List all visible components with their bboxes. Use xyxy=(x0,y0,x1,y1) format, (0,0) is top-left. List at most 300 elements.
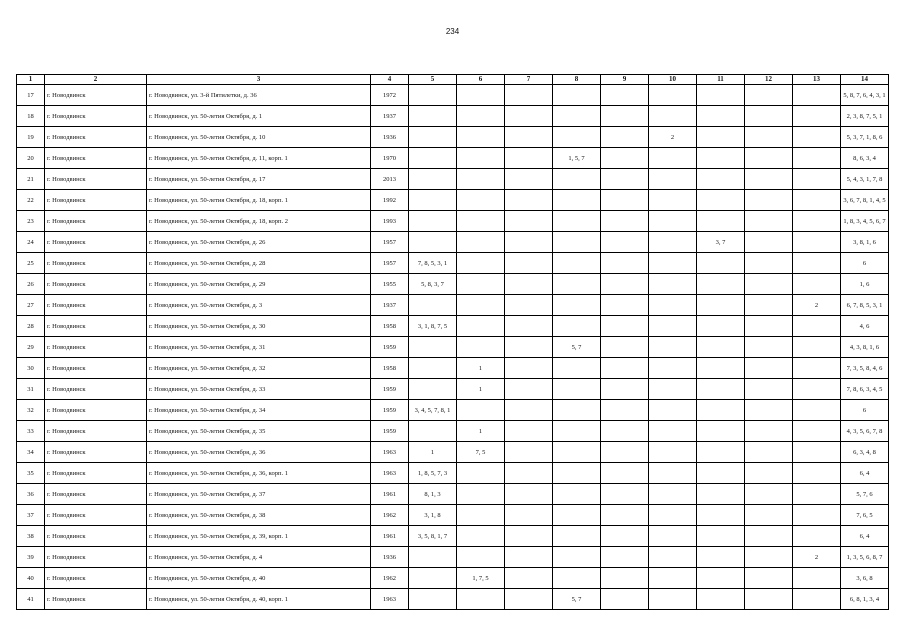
table-cell xyxy=(505,379,553,400)
table-cell: г. Новодвинск, ул. 50-летия Октября, д. 33 xyxy=(147,379,371,400)
table-cell xyxy=(793,232,841,253)
table-cell: 1937 xyxy=(371,106,409,127)
table-cell xyxy=(649,505,697,526)
table-cell: г. Новодвинск, ул. 50-летия Октября, д. 40 xyxy=(147,568,371,589)
table-cell xyxy=(697,211,745,232)
table-cell: 20 xyxy=(17,148,45,169)
table-cell: 26 xyxy=(17,274,45,295)
table-cell xyxy=(601,463,649,484)
table-cell xyxy=(553,526,601,547)
table-cell xyxy=(457,148,505,169)
table-cell xyxy=(745,505,793,526)
table-cell xyxy=(409,568,457,589)
table-cell xyxy=(553,295,601,316)
table-row xyxy=(17,505,889,526)
table-cell: 25 xyxy=(17,253,45,274)
table-row xyxy=(17,526,889,547)
table-cell: 1937 xyxy=(371,295,409,316)
table-cell xyxy=(457,463,505,484)
table-cell: г. Новодвинск, ул. 50-летия Октября, д. 10 xyxy=(147,127,371,148)
table-cell xyxy=(793,568,841,589)
table-cell: 22 xyxy=(17,190,45,211)
table-cell xyxy=(697,127,745,148)
table-cell xyxy=(601,337,649,358)
table-row xyxy=(17,316,889,337)
table-cell xyxy=(745,127,793,148)
table-cell xyxy=(457,484,505,505)
table-cell: 3, 7 xyxy=(697,232,745,253)
column-header: 3 xyxy=(147,75,371,85)
table-cell xyxy=(697,505,745,526)
table-cell: 1 xyxy=(457,358,505,379)
table-cell xyxy=(553,274,601,295)
table-cell xyxy=(649,358,697,379)
table-cell: 1962 xyxy=(371,568,409,589)
table-cell xyxy=(457,505,505,526)
table-cell xyxy=(745,400,793,421)
table-cell: 5, 7, 6 xyxy=(841,484,889,505)
table-cell: 1961 xyxy=(371,484,409,505)
table-cell: 1959 xyxy=(371,421,409,442)
table-cell: г. Новодвинск, ул. 50-летия Октября, д. 17 xyxy=(147,169,371,190)
table-cell: г. Новодвинск, ул. 50-летия Октября, д. 1 xyxy=(147,106,371,127)
table-cell: 1963 xyxy=(371,589,409,610)
table-cell: г. Новодвинск xyxy=(45,295,147,316)
table-cell xyxy=(409,547,457,568)
table-row xyxy=(17,568,889,589)
table-cell xyxy=(409,85,457,106)
table-cell xyxy=(601,85,649,106)
table-cell xyxy=(697,421,745,442)
table-cell: г. Новодвинск xyxy=(45,253,147,274)
table-cell: 6, 8, 1, 3, 4 xyxy=(841,589,889,610)
table-cell: 2 xyxy=(793,547,841,568)
table-cell xyxy=(505,127,553,148)
table-row xyxy=(17,358,889,379)
table-cell: 3, 6, 7, 8, 1, 4, 5 xyxy=(841,190,889,211)
table-cell xyxy=(553,484,601,505)
table-cell xyxy=(745,421,793,442)
table-cell xyxy=(601,316,649,337)
table-cell xyxy=(409,337,457,358)
table-cell xyxy=(793,316,841,337)
table-cell: 1, 6 xyxy=(841,274,889,295)
table-cell xyxy=(745,106,793,127)
table-cell: г. Новодвинск, ул. 50-летия Октября, д. 35 xyxy=(147,421,371,442)
table-cell: 21 xyxy=(17,169,45,190)
column-header: 6 xyxy=(457,75,505,85)
table-cell xyxy=(553,358,601,379)
table-cell: 18 xyxy=(17,106,45,127)
table-cell xyxy=(457,106,505,127)
table-row xyxy=(17,589,889,610)
table-cell: 3, 8, 1, 6 xyxy=(841,232,889,253)
table-cell: г. Новодвинск xyxy=(45,211,147,232)
table-cell xyxy=(457,253,505,274)
table-cell: 17 xyxy=(17,85,45,106)
table-cell xyxy=(745,442,793,463)
table-cell xyxy=(649,400,697,421)
table-cell xyxy=(745,253,793,274)
table-cell: г. Новодвинск, ул. 50-летия Октября, д. 32 xyxy=(147,358,371,379)
table-cell xyxy=(601,505,649,526)
table-row xyxy=(17,127,889,148)
table-cell xyxy=(553,106,601,127)
table-cell xyxy=(409,148,457,169)
column-header: 14 xyxy=(841,75,889,85)
table-cell: г. Новодвинск xyxy=(45,526,147,547)
table-cell xyxy=(601,547,649,568)
table-cell xyxy=(649,253,697,274)
table-cell: 7, 3, 5, 8, 4, 6 xyxy=(841,358,889,379)
table-cell xyxy=(745,211,793,232)
table-cell xyxy=(457,274,505,295)
table-cell xyxy=(649,337,697,358)
table-cell xyxy=(505,463,553,484)
table-cell xyxy=(793,169,841,190)
table-cell xyxy=(409,589,457,610)
table-cell xyxy=(745,547,793,568)
table-cell xyxy=(745,484,793,505)
table-cell xyxy=(649,232,697,253)
table-cell xyxy=(697,337,745,358)
table-cell: 2 xyxy=(793,295,841,316)
table-cell xyxy=(649,316,697,337)
table-cell: 40 xyxy=(17,568,45,589)
table-cell xyxy=(457,211,505,232)
table-cell xyxy=(505,85,553,106)
table-cell: г. Новодвинск, ул. 50-летия Октября, д. 30 xyxy=(147,316,371,337)
table-cell: 1, 3, 5, 6, 8, 7 xyxy=(841,547,889,568)
table-cell: 1958 xyxy=(371,316,409,337)
table-cell xyxy=(745,526,793,547)
table-cell: 1955 xyxy=(371,274,409,295)
table-cell xyxy=(457,232,505,253)
table-cell: 36 xyxy=(17,484,45,505)
table-cell: 7, 5 xyxy=(457,442,505,463)
table-cell xyxy=(505,400,553,421)
table-cell xyxy=(601,232,649,253)
table-row xyxy=(17,547,889,568)
table-cell xyxy=(649,295,697,316)
table-cell: г. Новодвинск xyxy=(45,127,147,148)
table-cell: г. Новодвинск xyxy=(45,589,147,610)
table-cell: 41 xyxy=(17,589,45,610)
table-cell xyxy=(649,589,697,610)
table-cell xyxy=(745,295,793,316)
table-cell xyxy=(793,253,841,274)
table-cell xyxy=(505,148,553,169)
table-cell xyxy=(745,337,793,358)
table-cell xyxy=(745,379,793,400)
table-row xyxy=(17,295,889,316)
table-cell xyxy=(601,442,649,463)
table-cell xyxy=(505,211,553,232)
table-cell xyxy=(793,421,841,442)
table-cell: г. Новодвинск, ул. 50-летия Октября, д. 36 xyxy=(147,442,371,463)
table-cell: г. Новодвинск xyxy=(45,148,147,169)
table-cell xyxy=(601,568,649,589)
table-cell: 1959 xyxy=(371,379,409,400)
table-cell xyxy=(505,358,553,379)
table-cell: г. Новодвинск xyxy=(45,421,147,442)
table-cell: г. Новодвинск, ул. 3-й Пятилетки, д. 36 xyxy=(147,85,371,106)
table-cell xyxy=(745,232,793,253)
table-cell: 1963 xyxy=(371,442,409,463)
column-header: 5 xyxy=(409,75,457,85)
table-cell: 3, 1, 8, 7, 5 xyxy=(409,316,457,337)
table-cell: 1, 8, 5, 7, 3 xyxy=(409,463,457,484)
table-row xyxy=(17,463,889,484)
table-cell: 1, 5, 7 xyxy=(553,148,601,169)
table-cell: 4, 3, 5, 6, 7, 8 xyxy=(841,421,889,442)
table-cell xyxy=(697,295,745,316)
table-cell: г. Новодвинск, ул. 50-летия Октября, д. 37 xyxy=(147,484,371,505)
table-cell: г. Новодвинск, ул. 50-летия Октября, д. 28 xyxy=(147,253,371,274)
table-cell: г. Новодвинск, ул. 50-летия Октября, д. 18, корп. 1 xyxy=(147,190,371,211)
table-cell: 34 xyxy=(17,442,45,463)
table-cell xyxy=(505,568,553,589)
table-cell xyxy=(793,526,841,547)
table-row xyxy=(17,442,889,463)
table-cell: 23 xyxy=(17,211,45,232)
table-cell: 1970 xyxy=(371,148,409,169)
table-cell: 2013 xyxy=(371,169,409,190)
table-cell: 27 xyxy=(17,295,45,316)
table-cell: г. Новодвинск xyxy=(45,400,147,421)
table-cell xyxy=(505,484,553,505)
table-cell: г. Новодвинск, ул. 50-летия Октября, д. 4 xyxy=(147,547,371,568)
table-cell xyxy=(553,379,601,400)
table-cell: г. Новодвинск xyxy=(45,316,147,337)
table-cell xyxy=(553,547,601,568)
table-cell xyxy=(457,337,505,358)
table-cell: 29 xyxy=(17,337,45,358)
table-cell: 37 xyxy=(17,505,45,526)
table-cell xyxy=(505,421,553,442)
table-cell: 2 xyxy=(649,127,697,148)
table-cell: 3, 4, 5, 7, 8, 1 xyxy=(409,400,457,421)
table-cell: 7, 8, 5, 3, 1 xyxy=(409,253,457,274)
table-row xyxy=(17,379,889,400)
table-cell xyxy=(793,337,841,358)
table-cell: 33 xyxy=(17,421,45,442)
table-cell: 1957 xyxy=(371,232,409,253)
table-cell: 5, 8, 7, 6, 4, 3, 1 xyxy=(841,85,889,106)
table-cell xyxy=(745,190,793,211)
table-cell xyxy=(505,232,553,253)
table-row xyxy=(17,253,889,274)
table-cell xyxy=(553,190,601,211)
table-cell: 1936 xyxy=(371,547,409,568)
table-cell xyxy=(601,148,649,169)
table-cell: 39 xyxy=(17,547,45,568)
table-cell xyxy=(553,253,601,274)
table-cell xyxy=(745,589,793,610)
table-cell: 7, 6, 5 xyxy=(841,505,889,526)
table-row xyxy=(17,400,889,421)
column-header: 11 xyxy=(697,75,745,85)
table-cell xyxy=(697,547,745,568)
table-cell: г. Новодвинск xyxy=(45,358,147,379)
table-cell: 1, 7, 5 xyxy=(457,568,505,589)
table-cell xyxy=(745,85,793,106)
table-cell xyxy=(601,253,649,274)
table-cell: г. Новодвинск xyxy=(45,505,147,526)
table-cell: 1972 xyxy=(371,85,409,106)
table-cell xyxy=(649,421,697,442)
table-cell: 1992 xyxy=(371,190,409,211)
table-cell: г. Новодвинск, ул. 50-летия Октября, д. 34 xyxy=(147,400,371,421)
table-cell xyxy=(601,274,649,295)
table-cell: г. Новодвинск xyxy=(45,463,147,484)
table-cell xyxy=(553,442,601,463)
column-header: 7 xyxy=(505,75,553,85)
table-cell xyxy=(745,274,793,295)
table-cell xyxy=(649,526,697,547)
table-cell xyxy=(409,421,457,442)
table-cell xyxy=(697,106,745,127)
table-cell xyxy=(793,148,841,169)
table-cell: 1959 xyxy=(371,400,409,421)
table-cell: 19 xyxy=(17,127,45,148)
table-cell: г. Новодвинск xyxy=(45,169,147,190)
table-cell: г. Новодвинск xyxy=(45,106,147,127)
table-cell xyxy=(553,400,601,421)
table-cell xyxy=(553,232,601,253)
table-cell xyxy=(457,526,505,547)
table-cell: г. Новодвинск, ул. 50-летия Октября, д. 26 xyxy=(147,232,371,253)
table-cell xyxy=(697,358,745,379)
table-cell: 5, 3, 7, 1, 8, 6 xyxy=(841,127,889,148)
table-row xyxy=(17,337,889,358)
table-cell: 1961 xyxy=(371,526,409,547)
table-cell: 7, 8, 6, 3, 4, 5 xyxy=(841,379,889,400)
table-cell xyxy=(793,589,841,610)
table-cell xyxy=(793,85,841,106)
table-cell xyxy=(505,442,553,463)
table-cell xyxy=(457,295,505,316)
table-cell xyxy=(697,253,745,274)
table-cell: 2, 3, 8, 7, 5, 1 xyxy=(841,106,889,127)
table-cell xyxy=(745,463,793,484)
table-cell xyxy=(457,547,505,568)
table-cell xyxy=(553,568,601,589)
table-cell xyxy=(697,169,745,190)
table-cell: г. Новодвинск xyxy=(45,190,147,211)
column-header: 12 xyxy=(745,75,793,85)
table-cell xyxy=(553,85,601,106)
table-cell xyxy=(505,295,553,316)
table-cell: г. Новодвинск xyxy=(45,568,147,589)
table-cell: г. Новодвинск, ул. 50-летия Октября, д. 38 xyxy=(147,505,371,526)
column-header: 13 xyxy=(793,75,841,85)
column-header: 2 xyxy=(45,75,147,85)
table-row xyxy=(17,274,889,295)
table-cell xyxy=(457,127,505,148)
table-row xyxy=(17,421,889,442)
table-row xyxy=(17,484,889,505)
table-cell xyxy=(457,316,505,337)
table-cell xyxy=(553,169,601,190)
table-cell xyxy=(409,106,457,127)
table-cell xyxy=(697,484,745,505)
table-cell xyxy=(409,295,457,316)
table-cell xyxy=(649,190,697,211)
table-cell: 1 xyxy=(457,379,505,400)
table-cell: 4, 6 xyxy=(841,316,889,337)
column-header: 8 xyxy=(553,75,601,85)
table-cell: 6, 4 xyxy=(841,463,889,484)
table-cell: 6, 3, 4, 8 xyxy=(841,442,889,463)
table-cell: г. Новодвинск xyxy=(45,484,147,505)
table-cell: 1 xyxy=(409,442,457,463)
table-cell xyxy=(697,526,745,547)
table-cell: 1962 xyxy=(371,505,409,526)
table-cell xyxy=(745,169,793,190)
table-cell: 1963 xyxy=(371,463,409,484)
table-cell xyxy=(793,400,841,421)
table-cell xyxy=(649,85,697,106)
table-cell xyxy=(793,211,841,232)
table-cell xyxy=(697,274,745,295)
table-cell xyxy=(409,190,457,211)
table-header-row xyxy=(17,75,889,85)
table-cell: 3, 1, 8 xyxy=(409,505,457,526)
table-cell xyxy=(409,169,457,190)
table-cell: г. Новодвинск, ул. 50-летия Октября, д. 31 xyxy=(147,337,371,358)
table-cell: г. Новодвинск xyxy=(45,379,147,400)
table-cell xyxy=(505,169,553,190)
table-cell xyxy=(793,106,841,127)
table-cell xyxy=(601,421,649,442)
table-cell xyxy=(505,505,553,526)
table-cell xyxy=(601,400,649,421)
table-cell xyxy=(793,379,841,400)
table-cell xyxy=(697,379,745,400)
table-cell: 38 xyxy=(17,526,45,547)
column-header: 4 xyxy=(371,75,409,85)
column-header: 9 xyxy=(601,75,649,85)
table-cell xyxy=(553,211,601,232)
table-cell: г. Новодвинск xyxy=(45,547,147,568)
table-cell: 5, 7 xyxy=(553,589,601,610)
table-cell xyxy=(457,190,505,211)
table-cell: 8, 1, 3 xyxy=(409,484,457,505)
table-cell xyxy=(697,316,745,337)
table-cell xyxy=(409,127,457,148)
table-cell xyxy=(505,190,553,211)
table-cell xyxy=(649,484,697,505)
table-cell xyxy=(601,211,649,232)
table-cell xyxy=(601,190,649,211)
table-cell xyxy=(553,505,601,526)
table-cell: 30 xyxy=(17,358,45,379)
table-cell: 3, 5, 8, 1, 7 xyxy=(409,526,457,547)
table-cell xyxy=(601,106,649,127)
table-row xyxy=(17,232,889,253)
table-cell xyxy=(409,379,457,400)
column-header: 10 xyxy=(649,75,697,85)
table-cell xyxy=(505,316,553,337)
table-cell: 6, 4 xyxy=(841,526,889,547)
table-cell xyxy=(793,463,841,484)
table-cell xyxy=(649,274,697,295)
table-cell xyxy=(697,148,745,169)
table-cell xyxy=(697,463,745,484)
table-cell: г. Новодвинск, ул. 50-летия Октября, д. 39, корп. 1 xyxy=(147,526,371,547)
table-cell xyxy=(793,127,841,148)
